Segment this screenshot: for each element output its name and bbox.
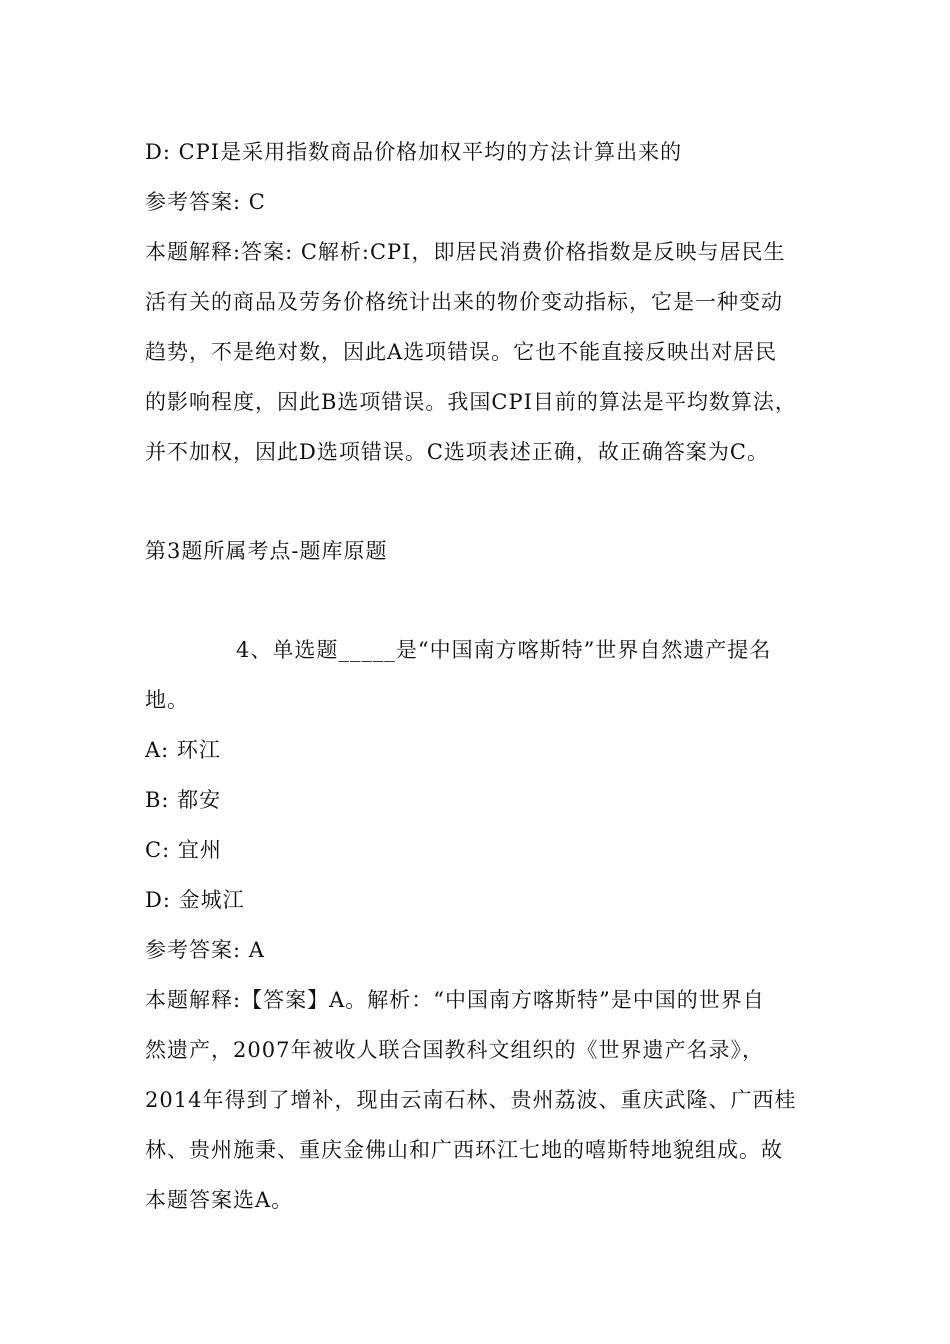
- q3-explanation-line: 趋势，不是绝对数，因此A选项错误。它也不能直接反映出对居民: [145, 340, 778, 364]
- q4-explanation-line: 2014年得到了增补，现由云南石林、贵州荔波、重庆武隆、广西桂: [145, 1088, 797, 1112]
- q4-answer: 参考答案: A: [145, 938, 265, 962]
- q3-option-d: D: CPI是采用指数商品价格加权平均的方法计算出来的: [145, 140, 683, 164]
- q3-answer: 参考答案: C: [145, 190, 266, 214]
- q4-option-c: C: 宜州: [145, 838, 222, 862]
- q4-question-line: 地。: [145, 688, 189, 712]
- q4-explanation-line: 然遗产，2007年被收人联合国教科文组织的《世界遗产名录》，: [145, 1038, 764, 1062]
- q4-explanation-line: 本题答案选A。: [145, 1188, 294, 1212]
- q3-topic: 第3题所属考点-题库原题: [145, 539, 388, 563]
- q3-explanation-line: 本题解释:答案: C解析:CPI，即居民消费价格指数是反映与居民生: [145, 240, 786, 264]
- q3-explanation-line: 并不加权，因此D选项错误。C选项表述正确，故正确答案为C。: [145, 440, 769, 464]
- q3-explanation-line: 活有关的商品及劳务价格统计出来的物价变动指标，它是一种变动: [145, 290, 783, 314]
- q4-explanation-line: 本题解释:【答案】A。解析：“中国南方喀斯特”是中国的世界自: [145, 988, 765, 1012]
- q4-option-a: A: 环江: [145, 738, 221, 762]
- q4-question-line: 4、单选题_____是“中国南方喀斯特”世界自然遗产提名: [236, 638, 772, 662]
- q4-option-d: D: 金城江: [145, 888, 245, 912]
- q4-option-b: B: 都安: [145, 788, 222, 812]
- q4-explanation-line: 林、贵州施秉、重庆金佛山和广西环江七地的嘻斯特地貌组成。故: [145, 1138, 783, 1162]
- q3-explanation-line: 的影响程度，因此B选项错误。我国CPI目前的算法是平均数算法，: [145, 390, 797, 414]
